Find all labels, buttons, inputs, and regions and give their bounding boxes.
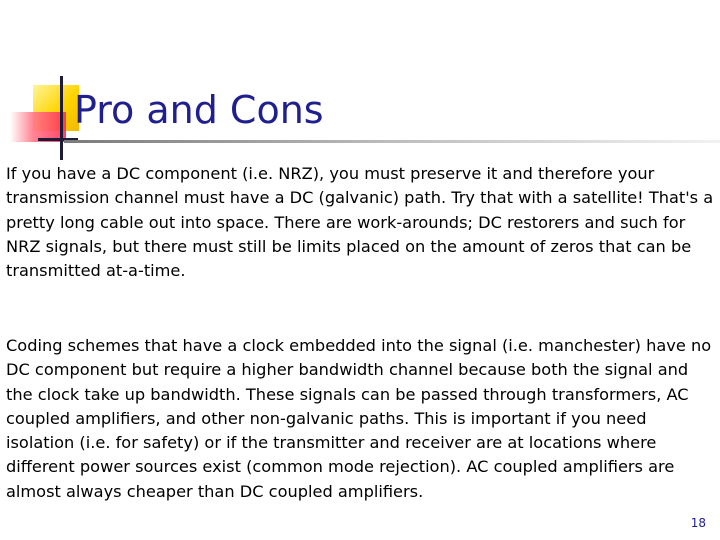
body-paragraph-dc-component: If you have a DC component (i.e. NRZ), you must preserve it and therefore your transmission channel must have a DC (galvanic) path. Try that with a satellite! That's a pretty long cable out into space. There are work-arounds; DC restorers and such for NRZ signals, but there must still be limits placed on the amount of zeros that can be transmitted at-a-time. xyxy=(6,164,714,281)
slide-title: Pro and Cons xyxy=(74,88,324,132)
slide-number: 18 xyxy=(690,516,706,530)
body-paragraph-clock-embedded: Coding schemes that have a clock embedded into the signal (i.e. manchester) have no DC component but require a higher bandwidth channel because both the signal and the clock take up bandwidth. These signals can be passed through transformers, AC coupled amplifiers, and other non-galvanic paths. This is important if you need isolation (i.e. for safety) or if the transmitter and receiver are at locations where different power sources exist (common mode rejection). AC coupled amplifiers are almost always cheaper than DC coupled amplifiers. xyxy=(6,336,712,501)
title-underline xyxy=(64,140,720,143)
logo-vertical-line xyxy=(60,76,63,160)
